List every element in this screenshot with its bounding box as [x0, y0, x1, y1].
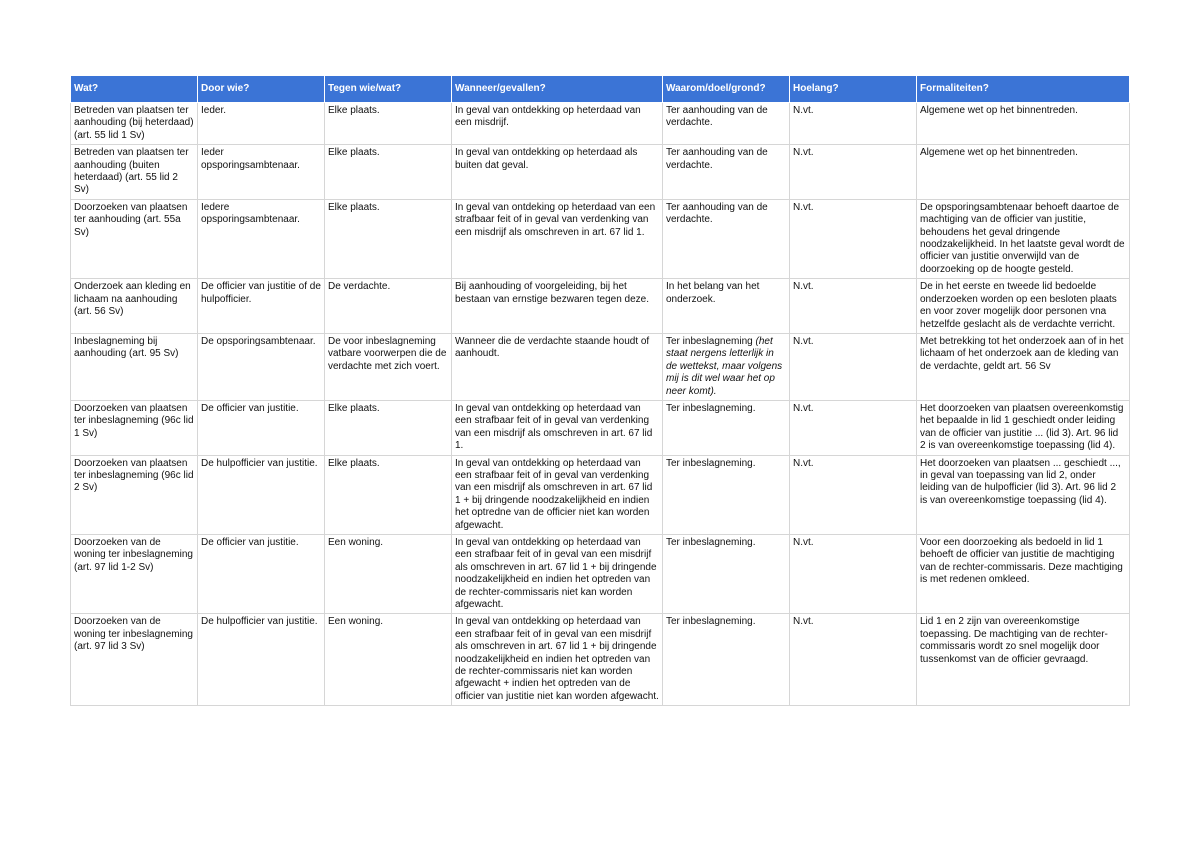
cell-waarom-text: Ter aanhouding van de verdachte.: [666, 201, 768, 226]
cell-wanneer: In geval van ontdekking op heterdaad van een misdrijf.: [452, 103, 663, 145]
cell-wanneer: In geval van ontdekking op heterdaad van een strafbaar feit of in geval van verdenking van een misdrijf als omschreven in art. 67 lid 1 + bij dringende noodzakelijkheid en indien het optredne van de officier niet kan worden afgewacht.: [452, 455, 663, 534]
cell-waarom-note: (het staat nergens letterlijk in de wettekst, maar volgens mij is dit wel waar het op neer komt).: [666, 335, 783, 397]
cell-tegen: Elke plaats.: [325, 455, 452, 534]
cell-door-wie: Ieder.: [198, 103, 325, 145]
cell-door-wie: De officier van justitie.: [198, 535, 325, 614]
cell-tegen: De verdachte.: [325, 279, 452, 334]
cell-formaliteiten: De in het eerste en tweede lid bedoelde onderzoeken worden op een besloten plaats en voor zover mogelijk door personen vna hetzelfde geslacht als de verdachte verricht.: [917, 279, 1130, 334]
cell-door-wie: De opsporingsambtenaar.: [198, 333, 325, 400]
cell-wanneer: In geval van ontdekking op heterdaad van een strafbaar feit of in geval van een misdrijf als omschreven in art. 67 lid 1 + bij dringende noodzakelijkheid en indien het optreden van de rechter-commissaris niet kan worden afgewacht.: [452, 535, 663, 614]
cell-formaliteiten: Voor een doorzoeking als bedoeld in lid 1 behoeft de officier van justitie de machtiging van de rechter-commissaris. Deze machtiging is met redenen omkleed.: [917, 535, 1130, 614]
cell-wat: Doorzoeken van plaatsen ter inbeslagneming (96c lid 2 Sv): [71, 455, 198, 534]
cell-tegen: Elke plaats.: [325, 145, 452, 200]
cell-wat: Doorzoeken van plaatsen ter aanhouding (art. 55a Sv): [71, 199, 198, 278]
cell-hoelang: N.vt.: [790, 199, 917, 278]
cell-wanneer: Wanneer die de verdachte staande houdt of aanhoudt.: [452, 333, 663, 400]
table-row: [71, 455, 1130, 534]
cell-waarom: [663, 145, 790, 200]
cell-door-wie: De officier van justitie.: [198, 400, 325, 455]
cell-waarom-text: Ter aanhouding van de verdachte.: [666, 105, 768, 129]
cell-wat: Betreden van plaatsen ter aanhouding (buiten heterdaad) (art. 55 lid 2 Sv): [71, 145, 198, 200]
cell-hoelang: N.vt.: [790, 145, 917, 200]
cell-tegen: De voor inbeslagneming vatbare voorwerpen die de verdachte met zich voert.: [325, 333, 452, 400]
cell-wanneer: In geval van ontdekking op heterdaad van een strafbaar feit of in geval van verdenking van een misdrijf als omschreven in art. 67 lid 1.: [452, 400, 663, 455]
cell-door-wie: Iedere opsporingsambtenaar.: [198, 199, 325, 278]
cell-waarom: [663, 614, 790, 706]
cell-hoelang: N.vt.: [790, 400, 917, 455]
cell-tegen: Een woning.: [325, 535, 452, 614]
cell-waarom: [663, 400, 790, 455]
cell-waarom-text: Ter inbeslagneming: [666, 335, 756, 347]
cell-wat: Inbeslagneming bij aanhouding (art. 95 Sv): [71, 333, 198, 400]
table-header-row: [71, 76, 1130, 103]
cell-waarom: [663, 279, 790, 334]
cell-wat: Doorzoeken van de woning ter inbeslagneming (art. 97 lid 1-2 Sv): [71, 535, 198, 614]
cell-hoelang: N.vt.: [790, 103, 917, 145]
col-header-formaliteiten: Formaliteiten?: [917, 76, 1130, 103]
cell-formaliteiten: Algemene wet op het binnentreden.: [917, 145, 1130, 200]
cell-hoelang: N.vt.: [790, 614, 917, 706]
cell-tegen: Elke plaats.: [325, 103, 452, 145]
cell-formaliteiten: Het doorzoeken van plaatsen ... geschiedt ..., in geval van toepassing van lid 2, onder leiding van de hulpofficier (lid 3). Art. 96 lid 2 is van overeenkomstige toepassing (lid 4).: [917, 455, 1130, 534]
cell-waarom-text: Ter inbeslagneming.: [666, 457, 756, 469]
col-header-door-wie: Door wie?: [198, 76, 325, 103]
table-row: [71, 400, 1130, 455]
cell-tegen: Elke plaats.: [325, 400, 452, 455]
col-header-wat: Wat?: [71, 76, 198, 103]
cell-waarom: [663, 455, 790, 534]
cell-door-wie: De officier van justitie of de hulpofficier.: [198, 279, 325, 334]
cell-waarom: [663, 199, 790, 278]
col-header-wanneer: Wanneer/gevallen?: [452, 76, 663, 103]
cell-waarom: [663, 333, 790, 400]
cell-formaliteiten: Lid 1 en 2 zijn van overeenkomstige toepassing. De machtiging van de rechter-commissaris wordt zo snel mogelijk door tussenkomst van de officier gevraagd.: [917, 614, 1130, 706]
col-header-hoelang: Hoelang?: [790, 76, 917, 103]
cell-waarom-text: Ter inbeslagneming.: [666, 537, 756, 548]
cell-formaliteiten: De opsporingsambtenaar behoeft daartoe de machtiging van de officier van justitie, behoudens het geval dringende noodzakelijkheid. In het laatste geval wordt de officier van justitie onverwijld van de doorzoeking op de hoogte gesteld.: [917, 199, 1130, 278]
table-row: [71, 103, 1130, 145]
col-header-tegen-wie-wat: Tegen wie/wat?: [325, 76, 452, 103]
cell-hoelang: N.vt.: [790, 535, 917, 614]
cell-waarom-text: In het belang van het onderzoek.: [666, 281, 760, 305]
cell-tegen: Een woning.: [325, 614, 452, 706]
cell-waarom: [663, 103, 790, 145]
cell-wanneer: In geval van ontdeking op heterdaad van een strafbaar feit of in geval van verdenking van een misdrijf als omschreven in art. 67 lid 1.: [452, 199, 663, 278]
cell-door-wie: De hulpofficier van justitie.: [198, 614, 325, 706]
cell-waarom: [663, 535, 790, 614]
cell-waarom-text: Ter inbeslagneming.: [666, 616, 756, 628]
table-row: [71, 145, 1130, 200]
cell-formaliteiten: Algemene wet op het binnentreden.: [917, 103, 1130, 145]
table-row: [71, 614, 1130, 706]
cell-waarom-text: Ter inbeslagneming.: [666, 402, 756, 414]
cell-tegen: Elke plaats.: [325, 199, 452, 278]
cell-wanneer: In geval van ontdekking op heterdaad van een strafbaar feit of in geval van een misdrijf als omschreven in art. 67 lid 1 + bij dringende noodzakelijkheid en indien het optreden van de rechter-commissaris niet kan worden afgewacht + indien het optreden van de officier van justitie niet kan worden afgewacht.: [452, 614, 663, 706]
cell-hoelang: N.vt.: [790, 279, 917, 334]
cell-wanneer: Bij aanhouding of voorgeleiding, bij het bestaan van ernstige bezwaren tegen deze.: [452, 279, 663, 334]
procedure-table: [70, 75, 1130, 706]
cell-wat: Betreden van plaatsen ter aanhouding (bij heterdaad) (art. 55 lid 1 Sv): [71, 103, 198, 145]
cell-wat: Doorzoeken van plaatsen ter inbeslagneming (96c lid 1 Sv): [71, 400, 198, 455]
cell-hoelang: N.vt.: [790, 333, 917, 400]
cell-door-wie: Ieder opsporingsambtenaar.: [198, 145, 325, 200]
table-row: [71, 279, 1130, 334]
cell-waarom-text: Ter aanhouding van de verdachte.: [666, 147, 768, 171]
cell-wat: Onderzoek aan kleding en lichaam na aanhouding (art. 56 Sv): [71, 279, 198, 334]
table-row: [71, 535, 1130, 614]
cell-wanneer: In geval van ontdekking op heterdaad als buiten dat geval.: [452, 145, 663, 200]
cell-hoelang: N.vt.: [790, 455, 917, 534]
cell-wat: Doorzoeken van de woning ter inbeslagneming (art. 97 lid 3 Sv): [71, 614, 198, 706]
table-row: [71, 333, 1130, 400]
cell-formaliteiten: Het doorzoeken van plaatsen overeenkomstig het bepaalde in lid 1 geschiedt onder leiding van de officier van justitie ... (lid 3). Art. 96 lid 2 is van overeenkomstige toepassing (lid 4).: [917, 400, 1130, 455]
cell-door-wie: De hulpofficier van justitie.: [198, 455, 325, 534]
cell-formaliteiten: Met betrekking tot het onderzoek aan of in het lichaam of het onderzoek aan de kleding van de verdachte, geldt art. 56 Sv: [917, 333, 1130, 400]
col-header-waarom: Waarom/doel/grond?: [663, 76, 790, 103]
table-row: [71, 199, 1130, 278]
